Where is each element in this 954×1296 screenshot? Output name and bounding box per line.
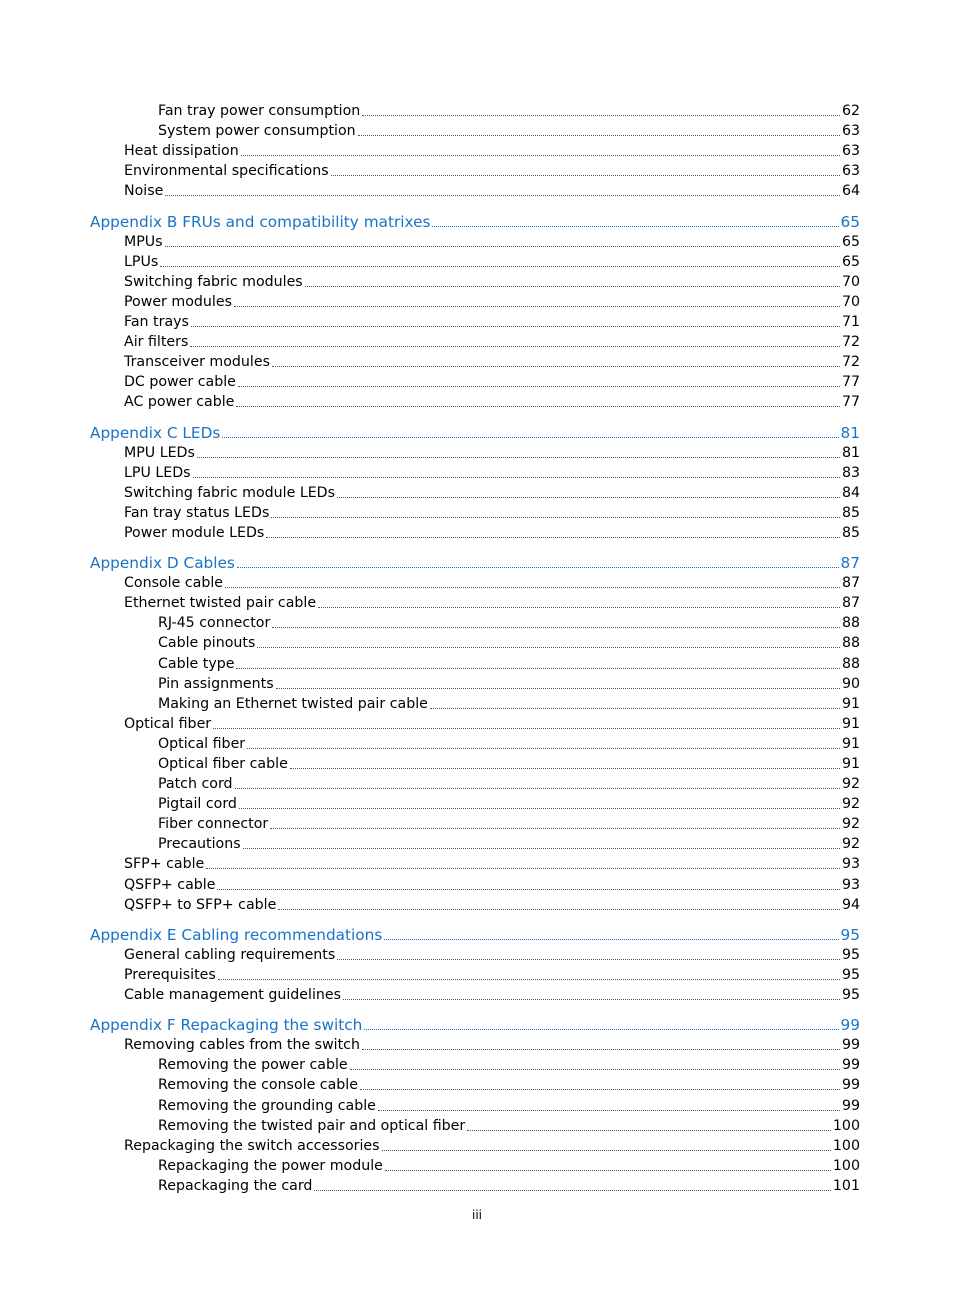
- dot-leader: [235, 788, 840, 789]
- toc-entry-page: 99: [841, 1077, 860, 1094]
- toc-entry: [158, 1175, 860, 1195]
- toc-entry: [158, 773, 860, 793]
- dot-leader: [318, 607, 840, 608]
- dot-leader: [337, 959, 840, 960]
- dot-leader: [217, 889, 839, 890]
- toc-entry-title: MPU LEDs: [124, 444, 195, 461]
- toc-entry-page: 65: [841, 253, 860, 270]
- toc-entry-title: Optical fiber cable: [158, 756, 288, 772]
- toc-entry: [158, 1155, 860, 1175]
- toc-entry-page: 91: [841, 735, 860, 752]
- toc-entry-title: LPU LEDs: [124, 464, 191, 481]
- toc-entry-title: Air filters: [124, 334, 189, 351]
- dot-leader: [272, 366, 840, 367]
- toc-entry-title: RJ-45 connector: [158, 615, 271, 632]
- dot-leader: [257, 647, 840, 648]
- toc-entry-page: 77: [841, 394, 860, 411]
- toc-entry-title: Pin assignments: [158, 675, 274, 692]
- toc-entry-page: 85: [841, 504, 860, 521]
- toc-entry-page: 92: [841, 836, 860, 853]
- toc-entry-page: 70: [841, 273, 860, 290]
- toc-entry-title: DC power cable: [124, 374, 236, 391]
- toc-entry: [158, 753, 860, 773]
- dot-leader: [266, 537, 840, 538]
- toc-entry-title: Fan tray power consumption: [158, 103, 361, 120]
- dot-leader: [247, 748, 840, 749]
- toc-entry-title: Removing the power cable: [158, 1057, 348, 1074]
- toc-entry: [158, 733, 860, 753]
- dot-leader: [360, 1089, 840, 1090]
- toc-entry-page: 92: [841, 776, 860, 793]
- toc-entry-page: 63: [841, 163, 860, 180]
- toc-entry-page: 88: [841, 615, 860, 632]
- toc-entry-title: Console cable: [124, 575, 224, 592]
- toc-entry-title: Pigtail cord: [158, 796, 237, 813]
- toc-entry-page: 64: [841, 183, 860, 200]
- dot-leader: [270, 828, 840, 829]
- dot-leader: [305, 286, 840, 287]
- toc-entry-title: Appendix F Repackaging the switch: [90, 1016, 363, 1035]
- toc-entry: [158, 1094, 860, 1114]
- toc-entry: [124, 331, 860, 351]
- toc-entry: [158, 100, 860, 120]
- toc-entry-title: Switching fabric modules: [124, 273, 303, 290]
- toc-entry-page: 87: [840, 554, 860, 573]
- toc-entry-page: 62: [841, 103, 860, 120]
- toc-entry-title: Heat dissipation: [124, 143, 239, 160]
- dot-leader: [358, 135, 840, 136]
- toc-entry: [158, 652, 860, 672]
- toc-entry-page: 99: [841, 1037, 860, 1054]
- toc-entry-page: 65: [840, 212, 860, 231]
- toc-entry: [124, 371, 860, 391]
- toc-entry-page: 93: [841, 876, 860, 893]
- dot-leader: [276, 688, 840, 689]
- table-of-contents: [0, 100, 954, 1195]
- toc-entry-page: 87: [841, 575, 860, 592]
- dot-leader: [343, 999, 840, 1000]
- toc-entry-page: 99: [840, 1016, 860, 1035]
- toc-entry: [158, 1115, 860, 1135]
- toc-entry-title: Power modules: [124, 293, 232, 310]
- toc-entry-title: Fan trays: [124, 314, 189, 331]
- toc-entry-page: 92: [841, 796, 860, 813]
- toc-entry: [124, 1135, 860, 1155]
- toc-entry-title: Removing the twisted pair and optical fiber: [158, 1117, 466, 1134]
- toc-entry-title: Power module LEDs: [124, 524, 265, 541]
- toc-entry-title: Optical fiber: [158, 735, 246, 752]
- toc-entry-page: 85: [841, 524, 860, 541]
- toc-entry: [124, 442, 860, 462]
- dot-leader: [206, 868, 840, 869]
- toc-entry-page: 92: [841, 816, 860, 833]
- toc-entry: [124, 572, 860, 592]
- toc-entry-page: 95: [841, 966, 860, 983]
- dot-leader: [191, 326, 840, 327]
- toc-entry: [124, 180, 860, 200]
- toc-entry-page: 91: [841, 695, 860, 712]
- toc-entry-title: Precautions: [158, 836, 241, 853]
- dot-leader: [432, 226, 838, 227]
- toc-entry-title: Fan tray status LEDs: [124, 504, 270, 521]
- dot-leader: [190, 346, 840, 347]
- toc-entry: [158, 1054, 860, 1074]
- toc-entry-page: 65: [841, 233, 860, 250]
- toc-entry: [124, 873, 860, 893]
- dot-leader: [467, 1130, 831, 1131]
- dot-leader: [236, 668, 839, 669]
- toc-entry-title: Appendix B FRUs and compatibility matrixes: [90, 212, 431, 231]
- toc-entry-title: Appendix E Cabling recommendations: [90, 925, 383, 944]
- dot-leader: [364, 1029, 838, 1030]
- toc-entry: [158, 813, 860, 833]
- toc-entry: [124, 351, 860, 371]
- dot-leader: [331, 175, 840, 176]
- dot-leader: [362, 1049, 840, 1050]
- toc-entry-title: Repackaging the power module: [158, 1157, 383, 1174]
- dot-leader: [234, 306, 840, 307]
- toc-entry-page: 99: [841, 1097, 860, 1114]
- dot-leader: [278, 909, 840, 910]
- toc-entry-page: 72: [841, 354, 860, 371]
- toc-entry-title: Appendix D Cables: [90, 554, 235, 573]
- toc-entry-title: QSFP+ to SFP+ cable: [124, 896, 277, 913]
- toc-entry-page: 63: [841, 143, 860, 160]
- dot-leader: [290, 768, 840, 769]
- toc-entry-title: Removing cables from the switch: [124, 1037, 360, 1054]
- toc-entry: [124, 482, 860, 502]
- toc-entry-title: Prerequisites: [124, 966, 216, 983]
- toc-entry: [158, 693, 860, 713]
- toc-entry-title: Environmental specifications: [124, 163, 329, 180]
- toc-entry-page: 81: [841, 444, 860, 461]
- toc-section-link[interactable]: [90, 924, 860, 944]
- toc-entry-page: 81: [840, 423, 860, 442]
- dot-leader: [197, 457, 840, 458]
- toc-entry: [124, 391, 860, 411]
- toc-entry-title: Repackaging the switch accessories: [124, 1137, 380, 1154]
- toc-entry: [124, 231, 860, 251]
- toc-entry-title: Cable pinouts: [158, 635, 256, 652]
- dot-leader: [378, 1110, 840, 1111]
- toc-entry-title: Cable management guidelines: [124, 987, 342, 1004]
- dot-leader: [241, 155, 840, 156]
- toc-entry-page: 101: [832, 1177, 860, 1194]
- toc-entry: [124, 984, 860, 1004]
- toc-entry: [124, 894, 860, 914]
- toc-entry: [124, 1034, 860, 1054]
- toc-entry-page: 71: [841, 314, 860, 331]
- toc-entry-title: System power consumption: [158, 123, 356, 140]
- toc-entry-title: MPUs: [124, 233, 163, 250]
- dot-leader: [213, 728, 840, 729]
- toc-entry-page: 77: [841, 374, 860, 391]
- toc-section-link[interactable]: [90, 210, 860, 230]
- toc-entry-page: 70: [841, 293, 860, 310]
- toc-entry-title: AC power cable: [124, 394, 235, 411]
- toc-entry-title: Making an Ethernet twisted pair cable: [158, 695, 428, 712]
- toc-entry: [124, 944, 860, 964]
- toc-section-link[interactable]: [90, 552, 860, 572]
- dot-leader: [314, 1190, 830, 1191]
- toc-entry-title: QSFP+ cable: [124, 876, 216, 893]
- toc-entry-page: 99: [841, 1057, 860, 1074]
- toc-entry: [124, 271, 860, 291]
- toc-entry-page: 93: [841, 856, 860, 873]
- dot-leader: [165, 246, 840, 247]
- dot-leader: [337, 497, 840, 498]
- toc-entry-title: Patch cord: [158, 776, 233, 793]
- toc-entry-page: 84: [841, 484, 860, 501]
- toc-entry-title: Cable type: [158, 655, 235, 672]
- toc-entry-title: Optical fiber: [124, 715, 212, 732]
- dot-leader: [430, 708, 840, 709]
- dot-leader: [243, 848, 840, 849]
- toc-entry-page: 90: [841, 675, 860, 692]
- toc-entry-page: 91: [841, 715, 860, 732]
- dot-leader: [271, 517, 840, 518]
- toc-entry-page: 91: [841, 756, 860, 772]
- dot-leader: [350, 1069, 840, 1070]
- toc-entry: [124, 502, 860, 522]
- toc-entry-title: Repackaging the card: [158, 1177, 313, 1194]
- dot-leader: [384, 939, 838, 940]
- toc-entry-page: 100: [832, 1137, 860, 1154]
- toc-entry-page: 83: [841, 464, 860, 481]
- toc-entry-page: 95: [841, 946, 860, 963]
- toc-entry-page: 72: [841, 334, 860, 351]
- toc-entry: [124, 713, 860, 733]
- toc-entry-page: 100: [832, 1157, 860, 1174]
- toc-entry-page: 94: [841, 896, 860, 913]
- dot-leader: [225, 587, 840, 588]
- dot-leader: [236, 406, 840, 407]
- toc-entry-page: 87: [841, 595, 860, 612]
- toc-entry: [124, 311, 860, 331]
- dot-leader: [165, 195, 840, 196]
- toc-entry: [158, 612, 860, 632]
- dot-leader: [362, 115, 840, 116]
- toc-entry: [158, 632, 860, 652]
- dot-leader: [218, 979, 840, 980]
- toc-entry-page: 63: [841, 123, 860, 140]
- toc-entry: [124, 160, 860, 180]
- toc-entry: [124, 251, 860, 271]
- toc-section-link[interactable]: [90, 421, 860, 441]
- toc-entry: [124, 462, 860, 482]
- toc-entry-title: Switching fabric module LEDs: [124, 484, 335, 501]
- dot-leader: [160, 266, 840, 267]
- dot-leader: [272, 627, 840, 628]
- toc-entry: [124, 964, 860, 984]
- dot-leader: [222, 437, 838, 438]
- toc-entry: [158, 833, 860, 853]
- toc-entry: [124, 522, 860, 542]
- toc-entry-page: 88: [841, 635, 860, 652]
- toc-entry: [124, 291, 860, 311]
- dot-leader: [237, 567, 839, 568]
- toc-entry-title: Fiber connector: [158, 816, 269, 833]
- toc-entry-page: 100: [832, 1117, 860, 1134]
- toc-entry-title: Ethernet twisted pair cable: [124, 595, 317, 612]
- toc-entry: [124, 592, 860, 612]
- toc-entry: [124, 853, 860, 873]
- toc-entry-page: 95: [840, 925, 860, 944]
- toc-entry-title: LPUs: [124, 253, 159, 270]
- toc-entry-title: Appendix C LEDs: [90, 423, 221, 442]
- dot-leader: [385, 1170, 831, 1171]
- toc-entry-title: SFP+ cable: [124, 856, 205, 873]
- toc-entry-title: Removing the grounding cable: [158, 1097, 376, 1114]
- dot-leader: [382, 1150, 831, 1151]
- toc-entry-title: Transceiver modules: [124, 354, 270, 371]
- dot-leader: [193, 477, 840, 478]
- toc-entry-title: Noise: [124, 183, 164, 200]
- toc-entry: [158, 120, 860, 140]
- toc-entry-title: Removing the console cable: [158, 1077, 358, 1094]
- toc-entry: [158, 1074, 860, 1094]
- toc-entry: [158, 793, 860, 813]
- toc-section-link[interactable]: [90, 1014, 860, 1034]
- toc-entry-page: 95: [841, 987, 860, 1004]
- dot-leader: [238, 386, 840, 387]
- toc-entry: [158, 673, 860, 693]
- toc-entry-page: 88: [841, 655, 860, 672]
- toc-entry-title: General cabling requirements: [124, 946, 336, 963]
- dot-leader: [239, 808, 840, 809]
- toc-entry: [124, 140, 860, 160]
- page-number: iii: [471, 1208, 482, 1222]
